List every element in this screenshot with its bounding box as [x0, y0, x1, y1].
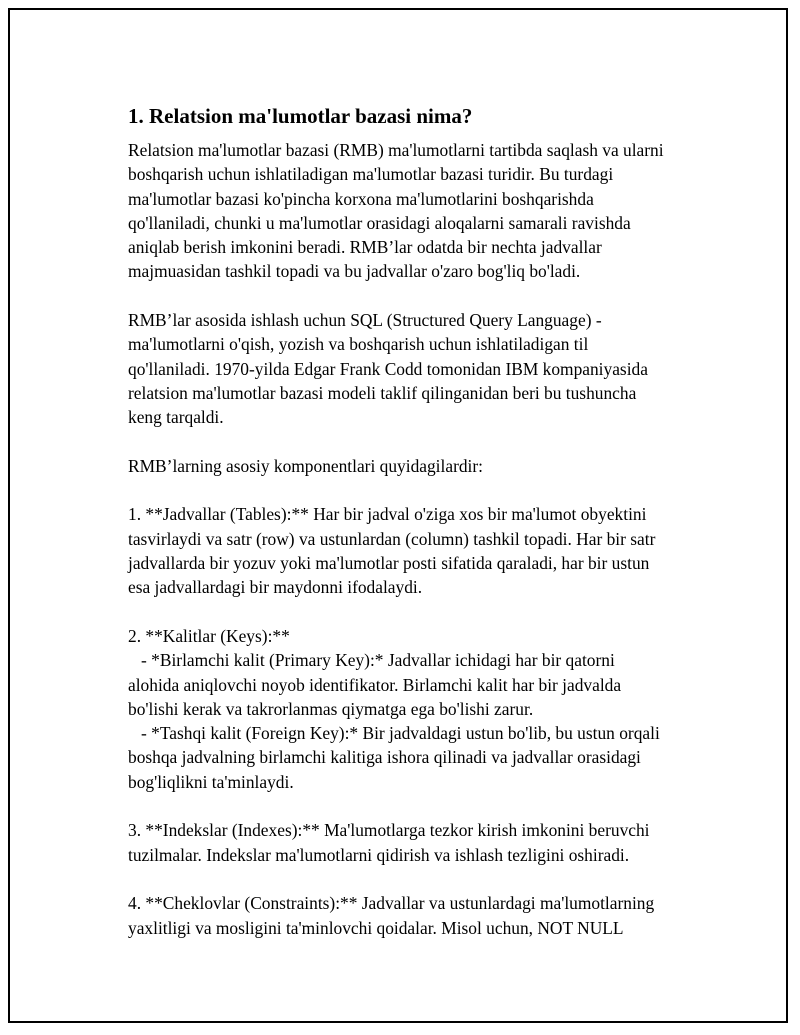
- text-line: ma'lumotlar bazasi ko'pincha korxona ma'lumotlarini boshqarishda: [128, 188, 594, 209]
- paragraph-indexes: [128, 818, 708, 867]
- text-line: relatsion ma'lumotlar bazasi modeli taklif qilinganidan beri bu tushuncha: [128, 382, 637, 403]
- text-line: aniqlab berish imkonini beradi. RMB’lar odatda bir nechta jadvallar: [128, 237, 602, 258]
- text-line: alohida aniqlovchi noyob identifikator. Birlamchi kalit har bir jadvalda: [128, 674, 622, 695]
- paragraph-components-intro: [128, 454, 708, 478]
- text-line: keng tarqaldi.: [128, 407, 224, 428]
- text-line: majmuasidan tashkil topadi va bu jadvallar o'zaro bog'liq bo'ladi.: [128, 261, 581, 282]
- text-line: Relatsion ma'lumotlar bazasi (RMB) ma'lumotlarni tartibda saqlash va ularni: [128, 140, 664, 160]
- text-line: yaxlitligi va mosligini ta'minlovchi qoidalar. Misol uchun, NOT NULL: [128, 917, 624, 938]
- text-line: RMB’lar asosida ishlash uchun SQL (Structured Query Language) -: [128, 310, 602, 331]
- text-line: 1. **Jadvallar (Tables):** Har bir jadval o'ziga xos bir ma'lumot obyektini: [128, 504, 647, 525]
- text-line: bo'lishi kerak va takrorlanmas qiymatga ega bo'lishi zarur.: [128, 698, 534, 719]
- text-line: boshqa jadvalning birlamchi kalitiga ishora qilinadi va jadvallar orasidagi: [128, 747, 641, 768]
- text-line: 4. **Cheklovlar (Constraints):** Jadvallar va ustunlardagi ma'lumotlarning: [128, 893, 655, 914]
- section-heading: 1. Relatsion ma'lumotlar bazasi nima?: [128, 104, 473, 128]
- text-line: - *Tashqi kalit (Foreign Key):* Bir jadvaldagi ustun bo'lib, bu ustun orqali: [128, 723, 660, 744]
- text-line: bog'liqlikni ta'minlaydi.: [128, 771, 294, 792]
- paragraph-sql: [128, 308, 708, 429]
- paragraph-keys: [128, 624, 708, 794]
- text-line: tasvirlaydi va satr (row) va ustunlardan (column) tashkil topadi. Har bir satr: [128, 528, 656, 549]
- text-line: - *Birlamchi kalit (Primary Key):* Jadvallar ichidagi har bir qatorni: [128, 650, 615, 671]
- text-line: boshqarish uchun ishlatiladigan ma'lumotlar bazasi turidir. Bu turdagi: [128, 164, 614, 185]
- paragraph-tables: [128, 502, 708, 599]
- text-line: 3. **Indekslar (Indexes):** Ma'lumotlarga tezkor kirish imkonini beruvchi: [128, 820, 650, 841]
- document-body: [128, 102, 708, 964]
- text-line: ma'lumotlarni o'qish, yozish va boshqarish uchun ishlatiladigan til: [128, 334, 589, 355]
- text-line: qo'llaniladi. 1970-yilda Edgar Frank Codd tomonidan IBM kompaniyasida: [128, 358, 648, 379]
- text-line: RMB’larning asosiy komponentlari quyidagilardir:: [128, 455, 484, 476]
- text-line: 2. **Kalitlar (Keys):**: [128, 625, 290, 646]
- text-line: jadvallarda bir yozuv yoki ma'lumotlar posti sifatida qaraladi, har bir ustun: [128, 553, 650, 574]
- paragraph-constraints: [128, 891, 708, 940]
- text-line: qo'llaniladi, chunki u ma'lumotlar orasidagi aloqalarni samarali ravishda: [128, 212, 631, 233]
- text-line: esa jadvallardagi bir maydonni ifodalaydi.: [128, 577, 423, 598]
- text-line: tuzilmalar. Indekslar ma'lumotlarni qidirish va ishlash tezligini oshiradi.: [128, 844, 630, 865]
- page-frame: [8, 8, 788, 1023]
- paragraph-intro: [128, 138, 708, 284]
